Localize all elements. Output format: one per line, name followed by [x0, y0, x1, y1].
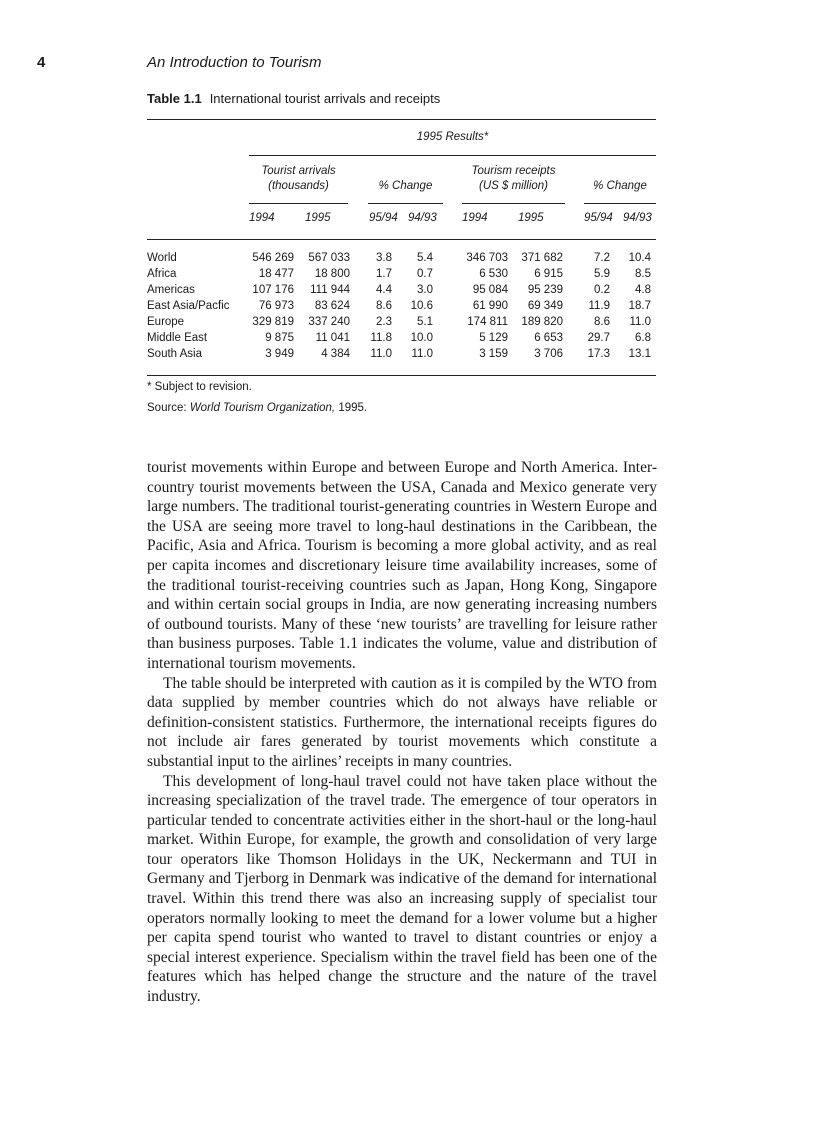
cell-receipts-9493: 13.1	[628, 348, 651, 360]
region-label: Americas	[147, 284, 195, 296]
cell-arrivals-1995: 4 384	[321, 348, 350, 360]
cell-arrivals-9594: 4.4	[376, 284, 392, 296]
cell-arrivals-1995: 18 800	[314, 268, 350, 280]
cell-arrivals-9493: 11.0	[411, 348, 433, 360]
cell-receipts-9493: 6.8	[635, 332, 651, 344]
cell-receipts-9493: 18.7	[628, 300, 651, 312]
col-header-arrivals-9594: 95/94	[369, 212, 398, 224]
receipts-header-line1: Tourism receipts	[471, 165, 556, 177]
cell-arrivals-9594: 8.6	[376, 300, 392, 312]
region-label: Africa	[147, 268, 177, 280]
cell-arrivals-1994: 546 269	[252, 252, 294, 264]
cell-receipts-1994: 95 084	[472, 284, 508, 296]
table-footnote: * Subject to revision.	[147, 381, 252, 393]
region-label: Europe	[147, 316, 185, 328]
cell-arrivals-1995: 337 240	[308, 316, 350, 328]
cell-receipts-1995: 3 706	[534, 348, 563, 360]
cell-arrivals-1995: 11 041	[315, 332, 350, 344]
cell-receipts-1994: 174 811	[467, 316, 508, 328]
region-label: Middle East	[147, 332, 208, 344]
region-label: South Asia	[147, 348, 202, 360]
cell-arrivals-9594: 2.3	[376, 316, 392, 328]
cell-arrivals-1994: 3 949	[265, 348, 294, 360]
running-head: An Introduction to Tourism	[147, 54, 322, 71]
source-year: 1995.	[335, 402, 368, 414]
arrivals-change-rule	[368, 203, 443, 204]
col-header-receipts-1994: 1994	[462, 212, 488, 224]
cell-receipts-1995: 69 349	[527, 300, 563, 312]
body-text	[147, 458, 657, 1007]
cell-arrivals-9493: 5.4	[417, 252, 433, 264]
cell-arrivals-1994: 9 875	[265, 332, 294, 344]
super-header: 1995 Results*	[416, 131, 489, 143]
cell-arrivals-9594: 1.7	[376, 268, 392, 280]
cell-arrivals-1995: 111 944	[310, 284, 350, 296]
header-bottom-rule	[147, 239, 656, 240]
source-label: Source:	[147, 402, 190, 414]
cell-arrivals-1995: 567 033	[308, 252, 350, 264]
body-paragraph-3: This development of long-haul travel could not have taken place without the increasing specialization of the travel trade. The emergence of tour operators in particular tended to concentrate activities either in the short-haul or the long-haul market. Within Europe, for example, the growth and consolidation of very large tour operators like Thomson Holidays in the UK, Neckermann and TUI in Germany and Tjerborg in Denmark was indicative of the demand for international travel. Within this trend there was also an increasing supply of specialist tour operators normally looking to meet the demand for a lower volume but a higher per capita spend tourist who wanted to travel to distant countries or enjoy a special interest experience. Specialism within the travel field has been one of the features which has helped change the structure and the nature of the travel industry.	[147, 772, 657, 1006]
body-paragraph-2: The table should be interpreted with caution as it is compiled by the WTO from data supplied by member countries which do not always have reliable or definition-consistent statistics. Furthermore, the international receipts figures do not include air fares generated by tourist movements which constitute a substantial input to the airlines’ receipts in many countries.	[147, 674, 657, 770]
source-name: World Tourism Organization,	[189, 402, 336, 414]
cell-receipts-1994: 5 129	[479, 332, 508, 344]
cell-receipts-1995: 189 820	[521, 316, 563, 328]
cell-receipts-9493: 10.4	[628, 252, 651, 264]
cell-arrivals-9493: 0.7	[417, 268, 433, 280]
receipts-header-line2: (US $ million)	[478, 180, 548, 192]
region-label: World	[147, 252, 177, 264]
cell-receipts-9594: 29.7	[587, 332, 610, 344]
body-paragraph-1: tourist movements within Europe and between Europe and North America. Inter-country tourist movements between the USA, Canada and Mexico generate very large numbers. The traditional tourist-generating countries in Western Europe and the USA are seeing more travel to long-haul destinations in the Caribbean, the Pacific, Asia and Africa. Tourism is becoming a more global activity, and as real per capita incomes and discretionary leisure time availability increases, some of the traditional tourist-receiving countries such as Japan, Hong Kong, Singapore and within certain social groups in India, are now generating increasing numbers of outbound tourists. Many of these ‘new tourists’ are travelling for leisure rather than business purposes. Table 1.1 indicates the volume, value and distribution of international tourism movements.	[147, 459, 657, 672]
cell-receipts-9493: 11.0	[629, 316, 651, 328]
cell-arrivals-9594: 11.8	[370, 332, 392, 344]
arrivals-group-rule	[249, 203, 348, 204]
col-header-arrivals-1994: 1994	[249, 212, 275, 224]
cell-receipts-9594: 0.2	[594, 284, 610, 296]
cell-arrivals-9594: 3.8	[376, 252, 392, 264]
cell-arrivals-9493: 10.6	[410, 300, 433, 312]
cell-arrivals-1994: 107 176	[252, 284, 294, 296]
cell-receipts-1995: 371 682	[521, 252, 563, 264]
cell-receipts-1994: 3 159	[479, 348, 508, 360]
cell-arrivals-9493: 10.0	[410, 332, 433, 344]
page-number: 4	[37, 54, 46, 71]
col-header-receipts-9493: 94/93	[623, 212, 652, 224]
cell-receipts-9594: 7.2	[594, 252, 610, 264]
super-header-rule	[249, 155, 656, 156]
cell-receipts-1994: 61 990	[472, 300, 508, 312]
cell-arrivals-1994: 329 819	[252, 316, 294, 328]
cell-arrivals-9493: 5.1	[417, 316, 433, 328]
table-bottom-rule	[147, 375, 656, 376]
table-caption-label: Table 1.1	[147, 91, 202, 106]
table-source	[147, 402, 367, 414]
receipts-change-rule	[584, 203, 656, 204]
cell-receipts-9594: 11.9	[588, 300, 610, 312]
table-caption-text: International tourist arrivals and receipts	[209, 91, 441, 106]
cell-receipts-1994: 346 703	[466, 252, 508, 264]
cell-receipts-1995: 6 653	[534, 332, 563, 344]
cell-receipts-9594: 5.9	[594, 268, 610, 280]
table-caption	[147, 91, 440, 106]
cell-receipts-9493: 4.8	[635, 284, 651, 296]
cell-receipts-1995: 6 915	[534, 268, 563, 280]
cell-arrivals-1994: 76 973	[258, 300, 294, 312]
col-header-arrivals-9493: 94/93	[408, 212, 437, 224]
cell-arrivals-9594: 11.0	[370, 348, 392, 360]
col-header-receipts-1995: 1995	[518, 212, 544, 224]
cell-arrivals-9493: 3.0	[417, 284, 433, 296]
cell-receipts-1995: 95 239	[527, 284, 563, 296]
arrivals-header-line1: Tourist arrivals	[261, 165, 336, 177]
arrivals-header-line2: (thousands)	[268, 180, 329, 192]
arrivals-change-header: % Change	[378, 180, 433, 192]
col-header-arrivals-1995: 1995	[305, 212, 331, 224]
receipts-change-header: % Change	[593, 180, 647, 192]
cell-receipts-1994: 6 530	[479, 268, 508, 280]
table-top-rule	[147, 119, 656, 120]
receipts-group-rule	[462, 203, 565, 204]
region-label: East Asia/Pacfic	[147, 300, 230, 312]
col-header-receipts-9594: 95/94	[584, 212, 613, 224]
cell-receipts-9594: 17.3	[587, 348, 610, 360]
cell-receipts-9594: 8.6	[594, 316, 610, 328]
cell-receipts-9493: 8.5	[635, 268, 651, 280]
cell-arrivals-1994: 18 477	[258, 268, 294, 280]
cell-arrivals-1995: 83 624	[314, 300, 350, 312]
